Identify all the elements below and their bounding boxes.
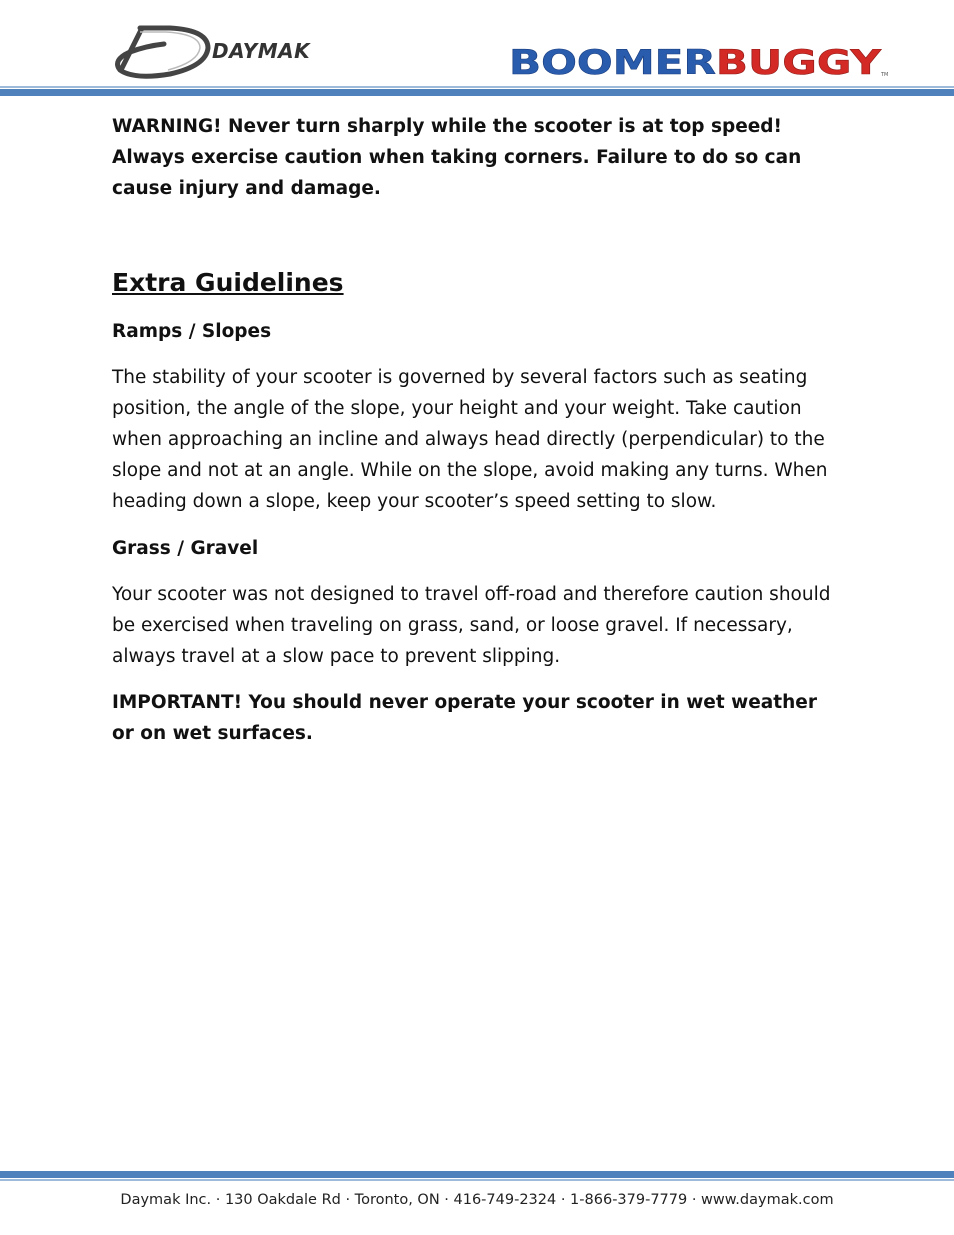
- page-header: [0, 0, 954, 98]
- trademark-mark: TM: [881, 72, 889, 78]
- header-divider: [0, 86, 954, 96]
- warning-paragraph: WARNING! Never turn sharply while the scooter is at top speed! Always exercise caution when taking corners. Failure to do so can cause injury and damage.: [112, 116, 802, 199]
- section-title: Extra Guidelines: [112, 268, 344, 297]
- daymak-logo-text: DAYMAK: [212, 39, 311, 63]
- svg-text:BOOMERBUGGY: BOOMER BUGGY: [509, 43, 850, 78]
- grass-heading: Grass / Gravel: [112, 538, 259, 559]
- grass-body: Your scooter was not designed to travel off-road and therefore caution should be exercised when traveling on grass, sand, or loose gravel. If necessary, always travel at a slow pace to prevent slipping.: [112, 584, 831, 667]
- daymak-logo: [112, 20, 337, 80]
- boomerbuggy-logo: [509, 42, 889, 78]
- footer-divider: [0, 1171, 954, 1181]
- ramps-heading: Ramps / Slopes: [112, 321, 272, 342]
- page-content: [112, 111, 840, 749]
- ramps-body: The stability of your scooter is governed by several factors such as seating position, the angle of the slope, your height and your weight. Take caution when approaching an incline and always head directly (perpendicular) to the slope and not at an angle. While on the slope, avoid making any turns. When heading down a slope, keep your scooter’s speed setting to slow.: [112, 367, 828, 512]
- important-paragraph: IMPORTANT! You should never operate your scooter in wet weather or on wet surfaces.: [112, 692, 817, 744]
- footer-contact: Daymak Inc. · 130 Oakdale Rd · Toronto, ON · 416-749-2324 · 1-866-379-7779 · www.daymak.com: [120, 1192, 834, 1208]
